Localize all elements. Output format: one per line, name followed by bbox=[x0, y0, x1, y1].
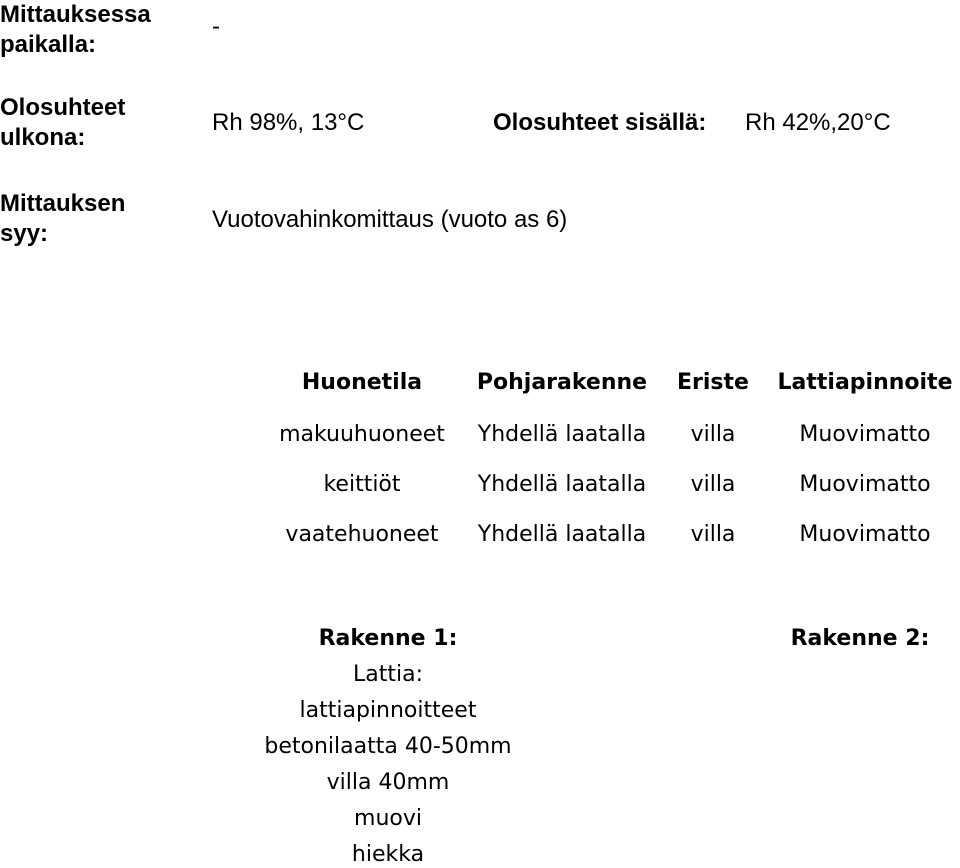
rakenne-1-line: villa 40mm bbox=[326, 770, 450, 795]
table-cell-huonetila: keittiöt bbox=[323, 472, 401, 497]
table-cell-lattiapinnoite: Muovimatto bbox=[799, 472, 931, 497]
table-header-lattiapinnoite: Lattiapinnoite bbox=[777, 370, 953, 395]
table-cell-pohjarakenne: Yhdellä laatalla bbox=[477, 522, 647, 547]
rakenne-2-title: Rakenne 2: bbox=[790, 626, 930, 651]
ulkona-value: Rh 98%, 13°C bbox=[212, 109, 365, 136]
rakenne-1-line: betonilaatta 40-50mm bbox=[264, 734, 512, 759]
table-cell-huonetila: vaatehuoneet bbox=[285, 522, 439, 547]
table-cell-huonetila: makuuhuoneet bbox=[279, 422, 445, 447]
ulkona-label: Olosuhteet ulkona: bbox=[0, 94, 126, 151]
table-cell-pohjarakenne: Yhdellä laatalla bbox=[477, 422, 647, 447]
paikalla-value: - bbox=[212, 13, 220, 40]
table-header-pohjarakenne: Pohjarakenne bbox=[476, 370, 648, 395]
rakenne-1-line: hiekka bbox=[351, 842, 425, 867]
table-cell-eriste: villa bbox=[690, 472, 736, 497]
table-cell-lattiapinnoite: Muovimatto bbox=[799, 422, 931, 447]
table-header-eriste: Eriste bbox=[677, 370, 749, 395]
table-cell-lattiapinnoite: Muovimatto bbox=[799, 522, 931, 547]
table-header-huonetila: Huonetila bbox=[301, 370, 423, 395]
rakenne-1-line: lattiapinnoitteet bbox=[299, 698, 477, 723]
table-cell-pohjarakenne: Yhdellä laatalla bbox=[477, 472, 647, 497]
sisalla-value: Rh 42%,20°C bbox=[745, 109, 891, 136]
table-cell-eriste: villa bbox=[690, 522, 736, 547]
table-cell-eriste: villa bbox=[690, 422, 736, 447]
sisalla-label: Olosuhteet sisällä: bbox=[493, 109, 707, 136]
rakenne-1-line: Lattia: bbox=[353, 662, 423, 687]
paikalla-label: Mittauksessa paikalla: bbox=[0, 1, 151, 58]
syy-value: Vuotovahinkomittaus (vuoto as 6) bbox=[212, 206, 568, 233]
syy-label: Mittauksen syy: bbox=[0, 190, 126, 247]
rakenne-1-line: muovi bbox=[354, 806, 422, 831]
rakenne-1-title: Rakenne 1: bbox=[318, 626, 458, 651]
